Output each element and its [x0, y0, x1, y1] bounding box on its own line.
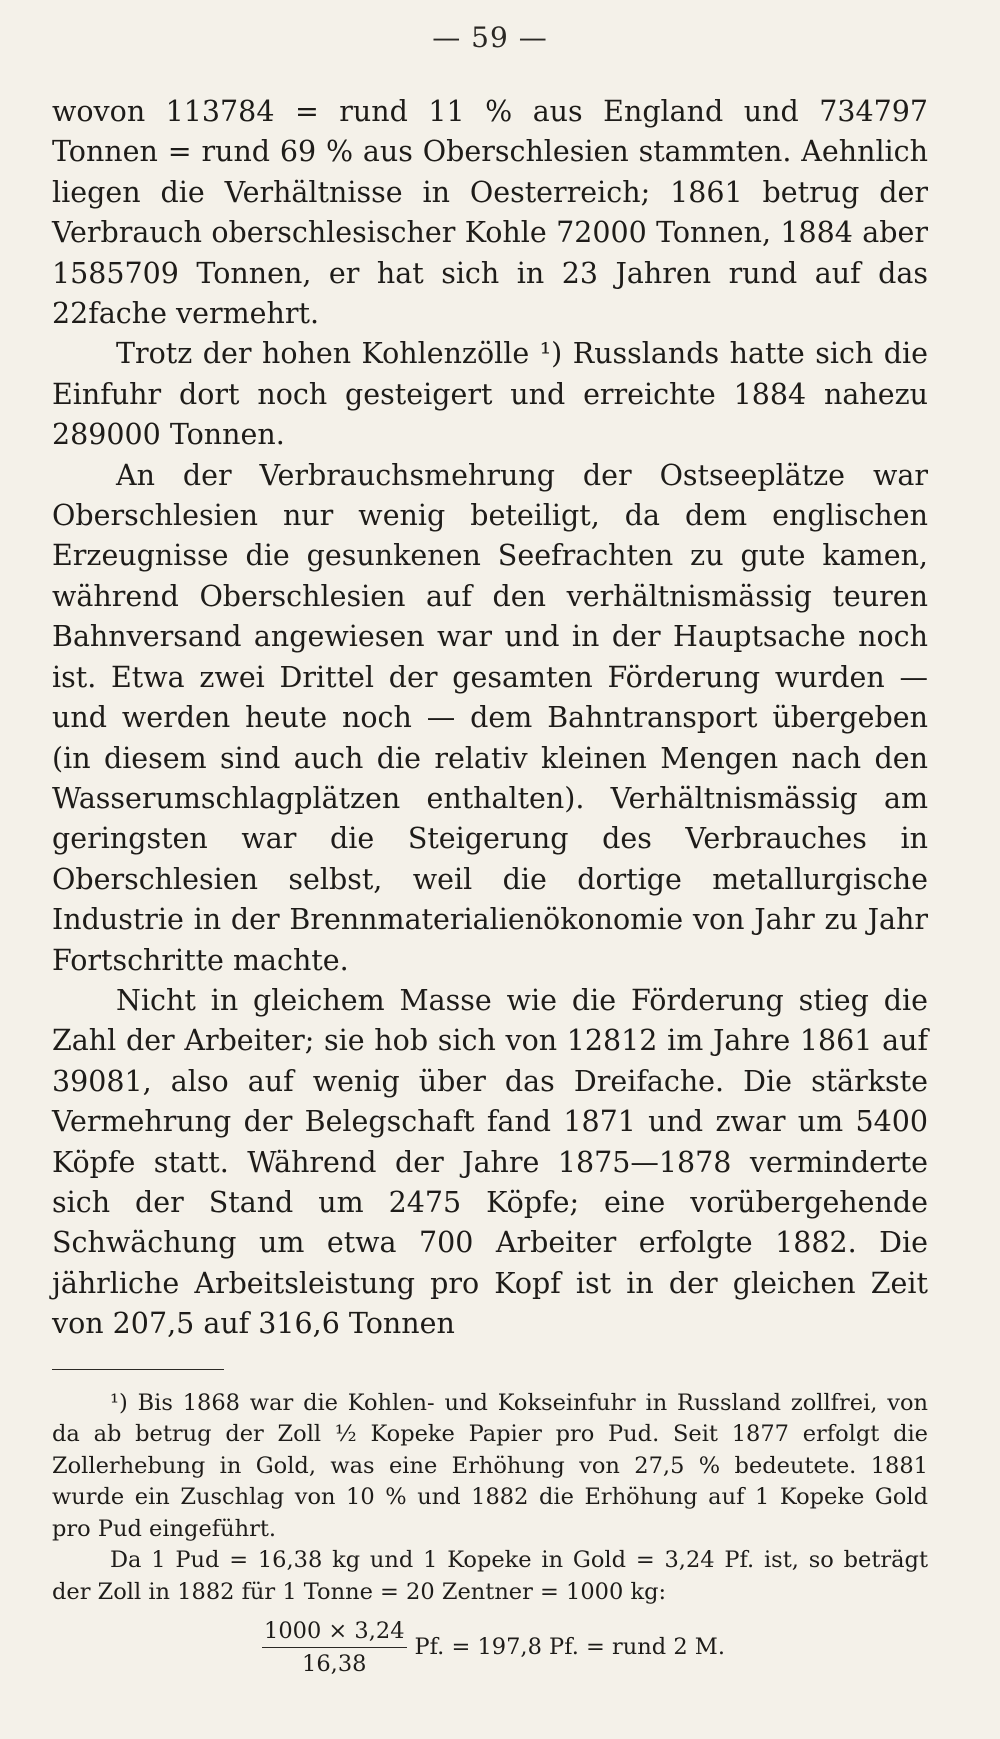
- footnotes-section: [52, 1388, 928, 1680]
- page-number: — 59 —: [432, 21, 548, 54]
- formula-fraction: [262, 1616, 407, 1679]
- main-body-text: [52, 92, 928, 1345]
- formula-numerator: 1000 × 3,24: [262, 1616, 407, 1648]
- paragraph-3: An der Verbrauchsmehrung der Ostseeplätze war Oberschlesien nur wenig beteiligt, da dem englischen Erzeugnisse die gesunkenen Seefrachten zu gute kamen, während Oberschlesien auf den verhältnismässig teuren Bahnversand angewiesen war und in der Hauptsache noch ist. Etwa zwei Drittel der gesamten Förderung wurden — und werden heute noch — dem Bahntransport übergeben (in diesem sind auch die relativ kleinen Mengen nach den Wasserumschlagplätzen enthalten). Verhältnismässig am geringsten war die Steigerung des Verbrauches in Oberschlesien selbst, weil die dortige metallurgische Industrie in der Brennmaterialienökonomie von Jahr zu Jahr Fortschritte machte.: [52, 458, 928, 977]
- toll-formula: [262, 1616, 928, 1679]
- paragraph-2: Trotz der hohen Kohlenzölle ¹) Russlands hatte sich die Einfuhr dort noch gesteigert und erreichte 1884 nahezu 289000 Tonnen.: [52, 337, 928, 452]
- formula-denominator: 16,38: [302, 1651, 367, 1678]
- paragraph-4: Nicht in gleichem Masse wie die Förderung stieg die Zahl der Arbeiter; sie hob sich von 12812 im Jahre 1861 auf 39081, also auf wenig über das Dreifache. Die stärkste Vermehrung der Belegschaft fand 1871 und zwar um 5400 Köpfe statt. Während der Jahre 1875—1878 verminderte sich der Stand um 2475 Köpfe; eine vorübergehende Schwächung um etwa 700 Arbeiter erfolgte 1882. Die jährliche Arbeitsleistung pro Kopf ist in der gleichen Zeit von 207,5 auf 316,6 Tonnen: [52, 983, 928, 1341]
- footnote-divider: [52, 1369, 224, 1370]
- footnote-1: ¹) Bis 1868 war die Kohlen- und Kokseinfuhr in Russland zollfrei, von da ab betrug der Zoll ½ Kopeke Papier pro Pud. Seit 1877 erfolgt die Zollerhebung in Gold, was eine Erhöhung von 27,5 % bedeutete. 1881 wurde ein Zuschlag von 10 % und 1882 die Erhöhung auf 1 Kopeke Gold pro Pud eingeführt.: [52, 1389, 928, 1542]
- paragraph-1: wovon 113784 = rund 11 % aus England und 734797 Tonnen = rund 69 % aus Oberschlesien stammten. Aehnlich liegen die Verhältnisse in Oesterreich; 1861 betrug der Verbrauch oberschlesischer Kohle 72000 Tonnen, 1884 aber 1585709 Tonnen, er hat sich in 23 Jahren rund auf das 22fache vermehrt.: [52, 95, 928, 331]
- footnote-calculation: Da 1 Pud = 16,38 kg und 1 Kopeke in Gold = 3,24 Pf. ist, so beträgt der Zoll in 1882 für 1 Tonne = 20 Zentner = 1000 kg:: [52, 1547, 928, 1605]
- formula-result: Pf. = 197,8 Pf. = rund 2 M.: [414, 1633, 725, 1660]
